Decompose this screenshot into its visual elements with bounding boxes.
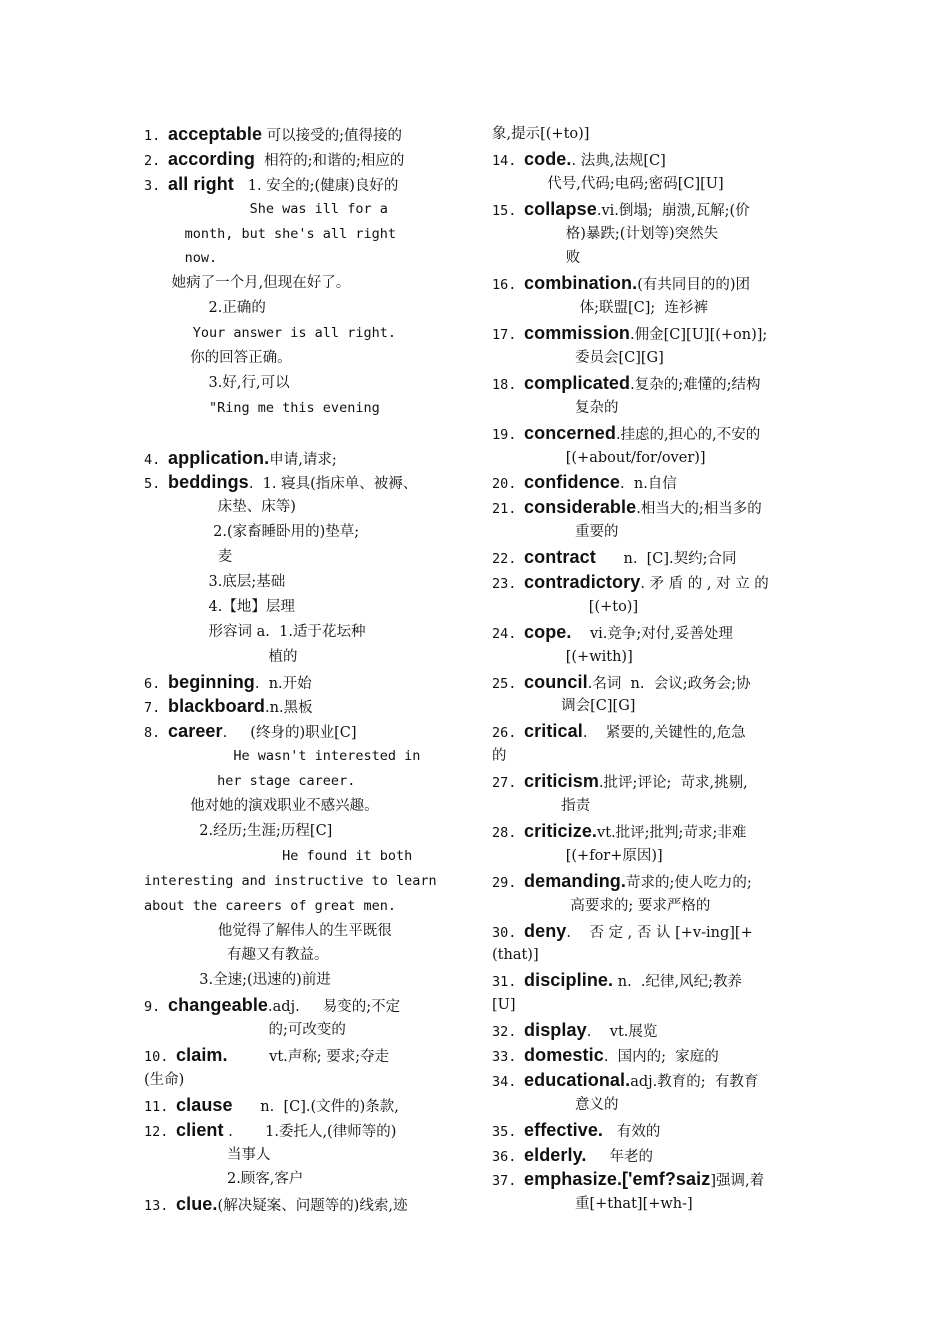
entry-continuation-line bbox=[492, 993, 804, 1018]
entry-continuation-line bbox=[492, 296, 804, 321]
vocab-entry bbox=[144, 1043, 460, 1068]
definition-text: . 紧要的,关键性的,危急 bbox=[582, 725, 746, 742]
entry-continuation-line bbox=[144, 794, 460, 819]
entry-continuation-line bbox=[144, 520, 460, 545]
entry-continuation-line bbox=[144, 869, 460, 894]
vocab-entry bbox=[144, 694, 460, 719]
entry-continuation-line bbox=[492, 122, 804, 147]
headword: all right bbox=[168, 173, 234, 194]
entry-continuation-line bbox=[144, 246, 460, 271]
headword: council bbox=[524, 671, 588, 692]
vocab-entry bbox=[492, 271, 804, 296]
definition-text: 麦 bbox=[144, 549, 233, 566]
headword: client bbox=[176, 1119, 224, 1140]
entry-continuation-line bbox=[144, 396, 460, 421]
headword: confidence bbox=[524, 472, 621, 493]
headword: discipline. bbox=[524, 970, 614, 991]
definition-text: (有共同目的的)团 bbox=[637, 277, 751, 294]
entry-continuation-line bbox=[492, 943, 804, 968]
definition-text: 3.底层;基础 bbox=[144, 574, 286, 591]
vocab-entry bbox=[492, 869, 804, 894]
entry-continuation-line bbox=[492, 396, 804, 421]
entry-number: 25. bbox=[492, 675, 517, 692]
definition-text: 你的回答正确。 bbox=[144, 350, 292, 367]
entry-continuation-line bbox=[144, 346, 460, 371]
definition-text: 格)暴跌;(计划等)突然失 bbox=[492, 225, 719, 242]
vocab-entry bbox=[492, 421, 804, 446]
definition-text: 可以接受的;值得接的 bbox=[262, 128, 403, 144]
example-sentence: She was ill for a bbox=[144, 200, 388, 217]
definition-text: 体;联盟[C]; 连衫裤 bbox=[492, 300, 708, 317]
headword: career bbox=[168, 721, 223, 742]
definition-text: 重要的 bbox=[492, 524, 619, 541]
vocab-entry bbox=[144, 1118, 460, 1143]
entry-continuation-line bbox=[492, 844, 804, 869]
entry-continuation-line bbox=[144, 1167, 460, 1192]
headword: contract bbox=[524, 547, 596, 568]
definition-text: 败 bbox=[492, 250, 581, 267]
entry-number: 36. bbox=[492, 1148, 517, 1165]
definition-text: .复杂的;难懂的;结构 bbox=[630, 376, 761, 393]
entry-continuation-line bbox=[492, 1093, 804, 1118]
headword: criticism bbox=[524, 771, 599, 792]
definition-text: (that)] bbox=[492, 947, 539, 964]
vocab-entry bbox=[144, 122, 460, 147]
vocab-entry bbox=[492, 819, 804, 844]
entry-number: 24. bbox=[492, 625, 517, 642]
entry-continuation-line bbox=[144, 197, 460, 222]
entry-continuation-line bbox=[144, 1068, 460, 1093]
entry-number: 22. bbox=[492, 551, 517, 568]
headword: display bbox=[524, 1020, 587, 1041]
entry-number: 33. bbox=[492, 1048, 517, 1065]
headword: critical bbox=[524, 721, 583, 742]
vocab-entry bbox=[492, 371, 804, 396]
definition-text: 申请,请求; bbox=[269, 451, 337, 468]
entry-number: 19. bbox=[492, 426, 517, 443]
example-sentence: her stage career. bbox=[144, 773, 356, 790]
entry-continuation-line bbox=[492, 222, 804, 247]
headword: beddings bbox=[168, 472, 249, 493]
entry-continuation-line bbox=[144, 943, 460, 968]
definition-text: 有趣又有教益。 bbox=[144, 947, 329, 964]
entry-continuation-line bbox=[144, 968, 460, 993]
entry-number: 10. bbox=[144, 1048, 169, 1065]
vocab-entry bbox=[144, 1093, 460, 1118]
headword: considerable bbox=[524, 497, 637, 518]
vocab-entry bbox=[492, 1043, 804, 1068]
entry-continuation-line bbox=[144, 271, 460, 296]
example-sentence: month, but she's all right bbox=[144, 225, 396, 242]
headword: application. bbox=[168, 447, 270, 468]
definition-text: n. .纪律,风纪;教养 bbox=[613, 974, 743, 991]
definition-text: 形容词 a. 1.适于花坛种 bbox=[144, 623, 366, 640]
headword: demanding. bbox=[524, 870, 627, 891]
entry-continuation-line bbox=[144, 1018, 460, 1043]
entry-continuation-line bbox=[144, 421, 460, 446]
entry-continuation-line bbox=[144, 595, 460, 620]
entry-continuation-line bbox=[144, 545, 460, 570]
definition-text: 2.顾客,客户 bbox=[144, 1171, 304, 1188]
definition-text: vt.批评;批判;苛求;非难 bbox=[597, 824, 747, 841]
entry-number: 31. bbox=[492, 974, 517, 991]
definition-text: 调会[C][G] bbox=[492, 698, 636, 715]
vocab-entry bbox=[144, 446, 460, 471]
entry-continuation-line bbox=[492, 645, 804, 670]
definition-text: . n.自信 bbox=[620, 476, 677, 493]
example-sentence: Your answer is all right. bbox=[144, 325, 396, 342]
definition-text: . 1.委托人,(律师等的) bbox=[223, 1123, 397, 1140]
entry-continuation-line bbox=[144, 222, 460, 247]
headword: deny bbox=[524, 920, 567, 941]
definition-text: [(+about/for/over)] bbox=[492, 449, 706, 466]
vocab-entry bbox=[144, 147, 460, 172]
vocab-entry bbox=[492, 197, 804, 222]
headword: changeable bbox=[168, 995, 269, 1016]
headword: concerned bbox=[524, 422, 616, 443]
vocab-entry bbox=[144, 670, 460, 695]
entry-continuation-line bbox=[492, 1192, 804, 1217]
headword: domestic bbox=[524, 1044, 604, 1065]
entry-number: 9. bbox=[144, 999, 161, 1016]
example-sentence: now. bbox=[144, 250, 218, 267]
definition-text: vt.声称; 要求;夺走 bbox=[227, 1048, 390, 1065]
entry-number: 14. bbox=[492, 152, 517, 169]
example-sentence: He found it both bbox=[144, 847, 413, 864]
entry-number: 18. bbox=[492, 376, 517, 393]
headword: cope. bbox=[524, 621, 572, 642]
entry-number: 7. bbox=[144, 700, 161, 717]
vocab-entry bbox=[492, 1018, 804, 1043]
definition-text: [(+with)] bbox=[492, 648, 633, 665]
headword: emphasize.['emf?saiz bbox=[524, 1169, 711, 1190]
vocab-entry bbox=[144, 1192, 460, 1217]
example-sentence: "Ring me this evening bbox=[144, 399, 380, 416]
headword: educational. bbox=[524, 1069, 631, 1090]
definition-text: 象,提示[(+to)] bbox=[492, 126, 590, 142]
definition-text: .佣金[C][U][(+on)]; bbox=[630, 327, 768, 344]
definition-text: .名词 n. 会议;政务会;协 bbox=[587, 675, 751, 692]
definition-text: . n.开始 bbox=[254, 675, 312, 692]
definition-text: 1. 安全的;(健康)良好的 bbox=[233, 177, 399, 194]
right-column bbox=[492, 122, 804, 1217]
definition-text: [U] bbox=[492, 997, 516, 1014]
headword: collapse bbox=[524, 198, 597, 219]
headword: combination. bbox=[524, 273, 638, 294]
headword: elderly. bbox=[524, 1144, 587, 1165]
entry-continuation-line bbox=[144, 819, 460, 844]
example-sentence: interesting and instructive to learn bbox=[144, 872, 437, 889]
definition-text: 代号,代码;电码;密码[C][U] bbox=[492, 175, 724, 192]
entry-number: 13. bbox=[144, 1198, 169, 1215]
entry-number: 15. bbox=[492, 202, 517, 219]
vocab-entry bbox=[492, 1068, 804, 1093]
vocab-entry bbox=[144, 172, 460, 197]
entry-continuation-line bbox=[144, 495, 460, 520]
definition-text: .n.黑板 bbox=[265, 700, 313, 717]
definition-text: [(+to)] bbox=[492, 598, 639, 615]
definition-text: 2.(家畜睡卧用的)垫草; bbox=[144, 524, 360, 541]
definition-text: . 法典,法规[C] bbox=[571, 152, 666, 169]
entry-number: 12. bbox=[144, 1123, 169, 1140]
definition-text: 相符的;和谐的;相应的 bbox=[254, 152, 405, 169]
entry-number: 5. bbox=[144, 476, 161, 493]
definition-text: . 矛 盾 的 , 对 立 的 bbox=[640, 576, 769, 593]
entry-number: 11. bbox=[144, 1098, 169, 1115]
entry-continuation-line bbox=[144, 645, 460, 670]
entry-continuation-line bbox=[144, 844, 460, 869]
vocab-entry bbox=[492, 545, 804, 570]
entry-number: 6. bbox=[144, 675, 161, 692]
headword: complicated bbox=[524, 372, 631, 393]
example-sentence: He wasn't interested in bbox=[144, 748, 421, 765]
entry-number: 32. bbox=[492, 1024, 517, 1041]
vocab-entry bbox=[492, 147, 804, 172]
entry-number: 3. bbox=[144, 177, 161, 194]
entry-continuation-line bbox=[492, 172, 804, 197]
definition-text: . 国内的; 家庭的 bbox=[603, 1048, 719, 1065]
entry-continuation-line bbox=[144, 744, 460, 769]
definition-text: 年老的 bbox=[586, 1148, 654, 1165]
left-column bbox=[144, 122, 460, 1217]
entry-continuation-line bbox=[144, 1143, 460, 1168]
entry-number: 21. bbox=[492, 501, 517, 518]
headword: criticize. bbox=[524, 820, 598, 841]
definition-text: (解决疑案、问题等的)线索,迹 bbox=[217, 1198, 408, 1215]
definition-text: 复杂的 bbox=[492, 399, 619, 416]
entry-number: 29. bbox=[492, 874, 517, 891]
vocab-entry bbox=[144, 719, 460, 744]
entry-continuation-line bbox=[144, 321, 460, 346]
entry-continuation-line bbox=[144, 570, 460, 595]
definition-text: .相当大的;相当多的 bbox=[636, 501, 762, 518]
definition-text: 3.好,行,可以 bbox=[144, 374, 290, 391]
definition-text: .vi.倒塌; 崩溃,瓦解;(价 bbox=[596, 202, 750, 219]
definition-text: 他对她的演戏职业不感兴趣。 bbox=[144, 798, 379, 815]
entry-continuation-line bbox=[492, 794, 804, 819]
definition-text: 指责 bbox=[492, 798, 591, 815]
definition-text: 意义的 bbox=[492, 1096, 619, 1113]
headword: clue. bbox=[176, 1194, 218, 1215]
entry-number: 30. bbox=[492, 924, 517, 941]
definition-text: 植的 bbox=[144, 648, 298, 665]
definition-text: .adj. 易变的;不定 bbox=[268, 999, 401, 1016]
vocab-entry bbox=[492, 1143, 804, 1168]
headword: clause bbox=[176, 1094, 233, 1115]
entry-number: 35. bbox=[492, 1123, 517, 1140]
entry-continuation-line bbox=[492, 446, 804, 471]
vocab-entry bbox=[492, 919, 804, 944]
vocab-entry bbox=[492, 570, 804, 595]
definition-text: 3.全速;(迅速的)前进 bbox=[144, 972, 331, 989]
entry-number: 28. bbox=[492, 824, 517, 841]
headword: effective. bbox=[524, 1119, 604, 1140]
headword: acceptable bbox=[168, 124, 263, 144]
entry-number: 26. bbox=[492, 725, 517, 742]
definition-text: . vt.展览 bbox=[586, 1024, 658, 1041]
entry-continuation-line bbox=[144, 919, 460, 944]
headword: claim. bbox=[176, 1044, 228, 1065]
entry-number: 1. bbox=[144, 128, 161, 144]
vocab-entry bbox=[492, 719, 804, 744]
entry-number: 8. bbox=[144, 725, 161, 742]
headword: beginning bbox=[168, 671, 255, 692]
vocab-entry bbox=[492, 470, 804, 495]
entry-number: 37. bbox=[492, 1173, 517, 1190]
vocab-entry bbox=[492, 1118, 804, 1143]
entry-continuation-line bbox=[492, 346, 804, 371]
entry-continuation-line bbox=[144, 769, 460, 794]
headword: blackboard bbox=[168, 696, 266, 717]
definition-text: 的 bbox=[492, 748, 507, 765]
entry-continuation-line bbox=[492, 744, 804, 769]
definition-text: . 否 定 , 否 认 [+v-ing][+ bbox=[566, 924, 753, 941]
entry-number: 2. bbox=[144, 152, 161, 169]
headword: commission bbox=[524, 323, 631, 344]
definition-text: n. [C].契约;合同 bbox=[595, 551, 737, 568]
entry-number: 23. bbox=[492, 576, 517, 593]
definition-text: . (终身的)职业[C] bbox=[222, 725, 357, 742]
headword: contradictory bbox=[524, 572, 641, 593]
definition-text: 她病了一个月,但现在好了。 bbox=[144, 275, 351, 292]
vocab-entry bbox=[144, 993, 460, 1018]
vocab-entry bbox=[492, 769, 804, 794]
entry-continuation-line bbox=[144, 371, 460, 396]
definition-text: . 1. 寝具(指床单、被褥、 bbox=[248, 476, 418, 493]
entry-continuation-line bbox=[144, 296, 460, 321]
entry-continuation-line bbox=[492, 694, 804, 719]
example-sentence: about the careers of great men. bbox=[144, 897, 396, 914]
entry-continuation-line bbox=[492, 520, 804, 545]
definition-text: [(+for+原因)] bbox=[492, 847, 663, 864]
definition-text: vi.竞争;对付,妥善处理 bbox=[571, 625, 733, 642]
entry-number: 17. bbox=[492, 327, 517, 344]
vocab-entry bbox=[492, 620, 804, 645]
entry-continuation-line bbox=[492, 595, 804, 620]
definition-text: 苛求的;使人吃力的; bbox=[626, 874, 752, 891]
entry-number: 34. bbox=[492, 1073, 517, 1090]
definition-text: .挂虑的,担心的,不安的 bbox=[615, 426, 761, 443]
entry-continuation-line bbox=[492, 246, 804, 271]
headword: code. bbox=[524, 148, 572, 169]
headword: according bbox=[168, 148, 255, 169]
definition-text: 2.经历;生涯;历程[C] bbox=[144, 822, 333, 839]
definition-text: 2.正确的 bbox=[144, 300, 266, 317]
definition-text: 的;可改变的 bbox=[144, 1022, 346, 1039]
entry-continuation-line bbox=[144, 620, 460, 645]
definition-text: 委员会[C][G] bbox=[492, 350, 664, 367]
entry-number: 16. bbox=[492, 277, 517, 294]
definition-text: n. [C].(文件的)条款, bbox=[232, 1098, 399, 1115]
vocab-entry bbox=[492, 670, 804, 695]
vocab-entry bbox=[144, 470, 460, 495]
entry-number: 4. bbox=[144, 451, 161, 468]
vocab-entry bbox=[492, 495, 804, 520]
definition-text: 高要求的; 要求严格的 bbox=[492, 897, 711, 914]
vocab-entry bbox=[492, 1167, 804, 1192]
entry-number: 20. bbox=[492, 476, 517, 493]
definition-text: (生命) bbox=[144, 1071, 185, 1088]
definition-text: 他觉得了解伟人的生平既很 bbox=[144, 922, 392, 939]
definition-text: 有效的 bbox=[603, 1123, 661, 1140]
definition-text: 重[+that][+wh-] bbox=[492, 1196, 693, 1213]
definition-text: adj.教育的; 有教育 bbox=[630, 1073, 759, 1090]
vocab-entry bbox=[492, 321, 804, 346]
definition-text: 床垫、床等) bbox=[144, 499, 296, 516]
definition-text: 4.【地】层理 bbox=[144, 598, 295, 615]
entry-number: 27. bbox=[492, 775, 517, 792]
entry-continuation-line bbox=[492, 894, 804, 919]
entry-continuation-line bbox=[144, 894, 460, 919]
definition-text: 当事人 bbox=[144, 1146, 271, 1163]
vocab-entry bbox=[492, 968, 804, 993]
definition-text: .批评;评论; 苛求,挑剔, bbox=[598, 775, 748, 792]
definition-text: ]强调,着 bbox=[710, 1173, 765, 1190]
